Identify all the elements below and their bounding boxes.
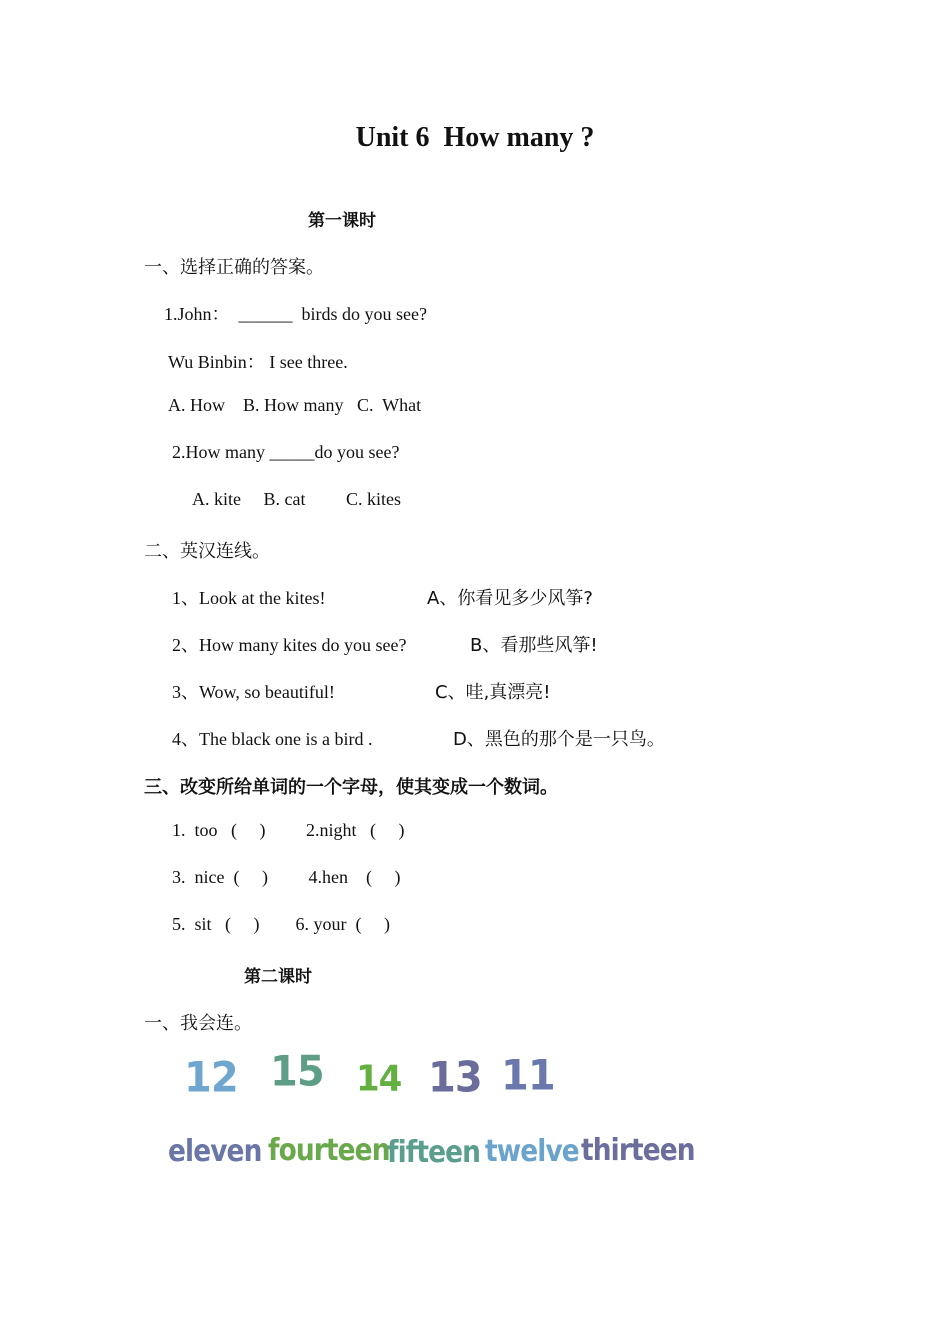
- letter-change-row-3: 5. sit ( ) 6. your ( ): [172, 914, 390, 934]
- word-fourteen-image: fourteen: [268, 1133, 390, 1168]
- word-fifteen-image: fifteen: [387, 1135, 481, 1170]
- number-13-image: 13: [428, 1053, 482, 1103]
- part-1-heading: 一、选择正确的答案。: [144, 257, 324, 278]
- question-1-line-2: Wu Binbin： I see three.: [168, 352, 348, 372]
- part-4-heading: 一、我会连。: [144, 1013, 252, 1034]
- word-thirteen-image: thirteen: [581, 1133, 695, 1168]
- number-11-image: 11: [501, 1051, 555, 1101]
- lesson-2-heading: 第二课时: [244, 967, 312, 987]
- question-1-line-1: 1.John： ______ birds do you see?: [164, 304, 427, 324]
- match-chinese-c: C、哇,真漂亮!: [435, 682, 551, 703]
- word-eleven-image: eleven: [168, 1134, 262, 1169]
- number-14-image: 14: [356, 1058, 402, 1100]
- match-english-1: 1、Look at the kites!: [172, 588, 326, 608]
- match-chinese-a: A、你看见多少风筝?: [427, 588, 593, 609]
- number-12-image: 12: [184, 1053, 238, 1103]
- number-15-image: 15: [270, 1047, 324, 1097]
- question-2-line-1: 2.How many _____do you see?: [172, 442, 400, 462]
- letter-change-row-1: 1. too ( ) 2.night ( ): [172, 820, 405, 840]
- part-2-heading: 二、英汉连线。: [144, 541, 270, 562]
- word-twelve-image: twelve: [485, 1134, 579, 1169]
- match-chinese-d: D、黑色的那个是一只鸟。: [453, 729, 665, 750]
- question-1-options: A. How B. How many C. What: [168, 395, 422, 415]
- match-chinese-b: B、看那些风筝!: [470, 635, 598, 656]
- letter-change-row-2: 3. nice ( ) 4.hen ( ): [172, 867, 401, 887]
- match-english-3: 3、Wow, so beautiful!: [172, 682, 335, 702]
- lesson-1-heading: 第一课时: [308, 211, 376, 231]
- question-2-options: A. kite B. cat C. kites: [192, 489, 401, 509]
- page-title: Unit 6 How many ?: [355, 122, 595, 153]
- match-english-4: 4、The black one is a bird .: [172, 729, 373, 749]
- match-english-2: 2、How many kites do you see?: [172, 635, 407, 655]
- part-3-heading: 三、改变所给单词的一个字母，使其变成一个数词。: [144, 777, 558, 798]
